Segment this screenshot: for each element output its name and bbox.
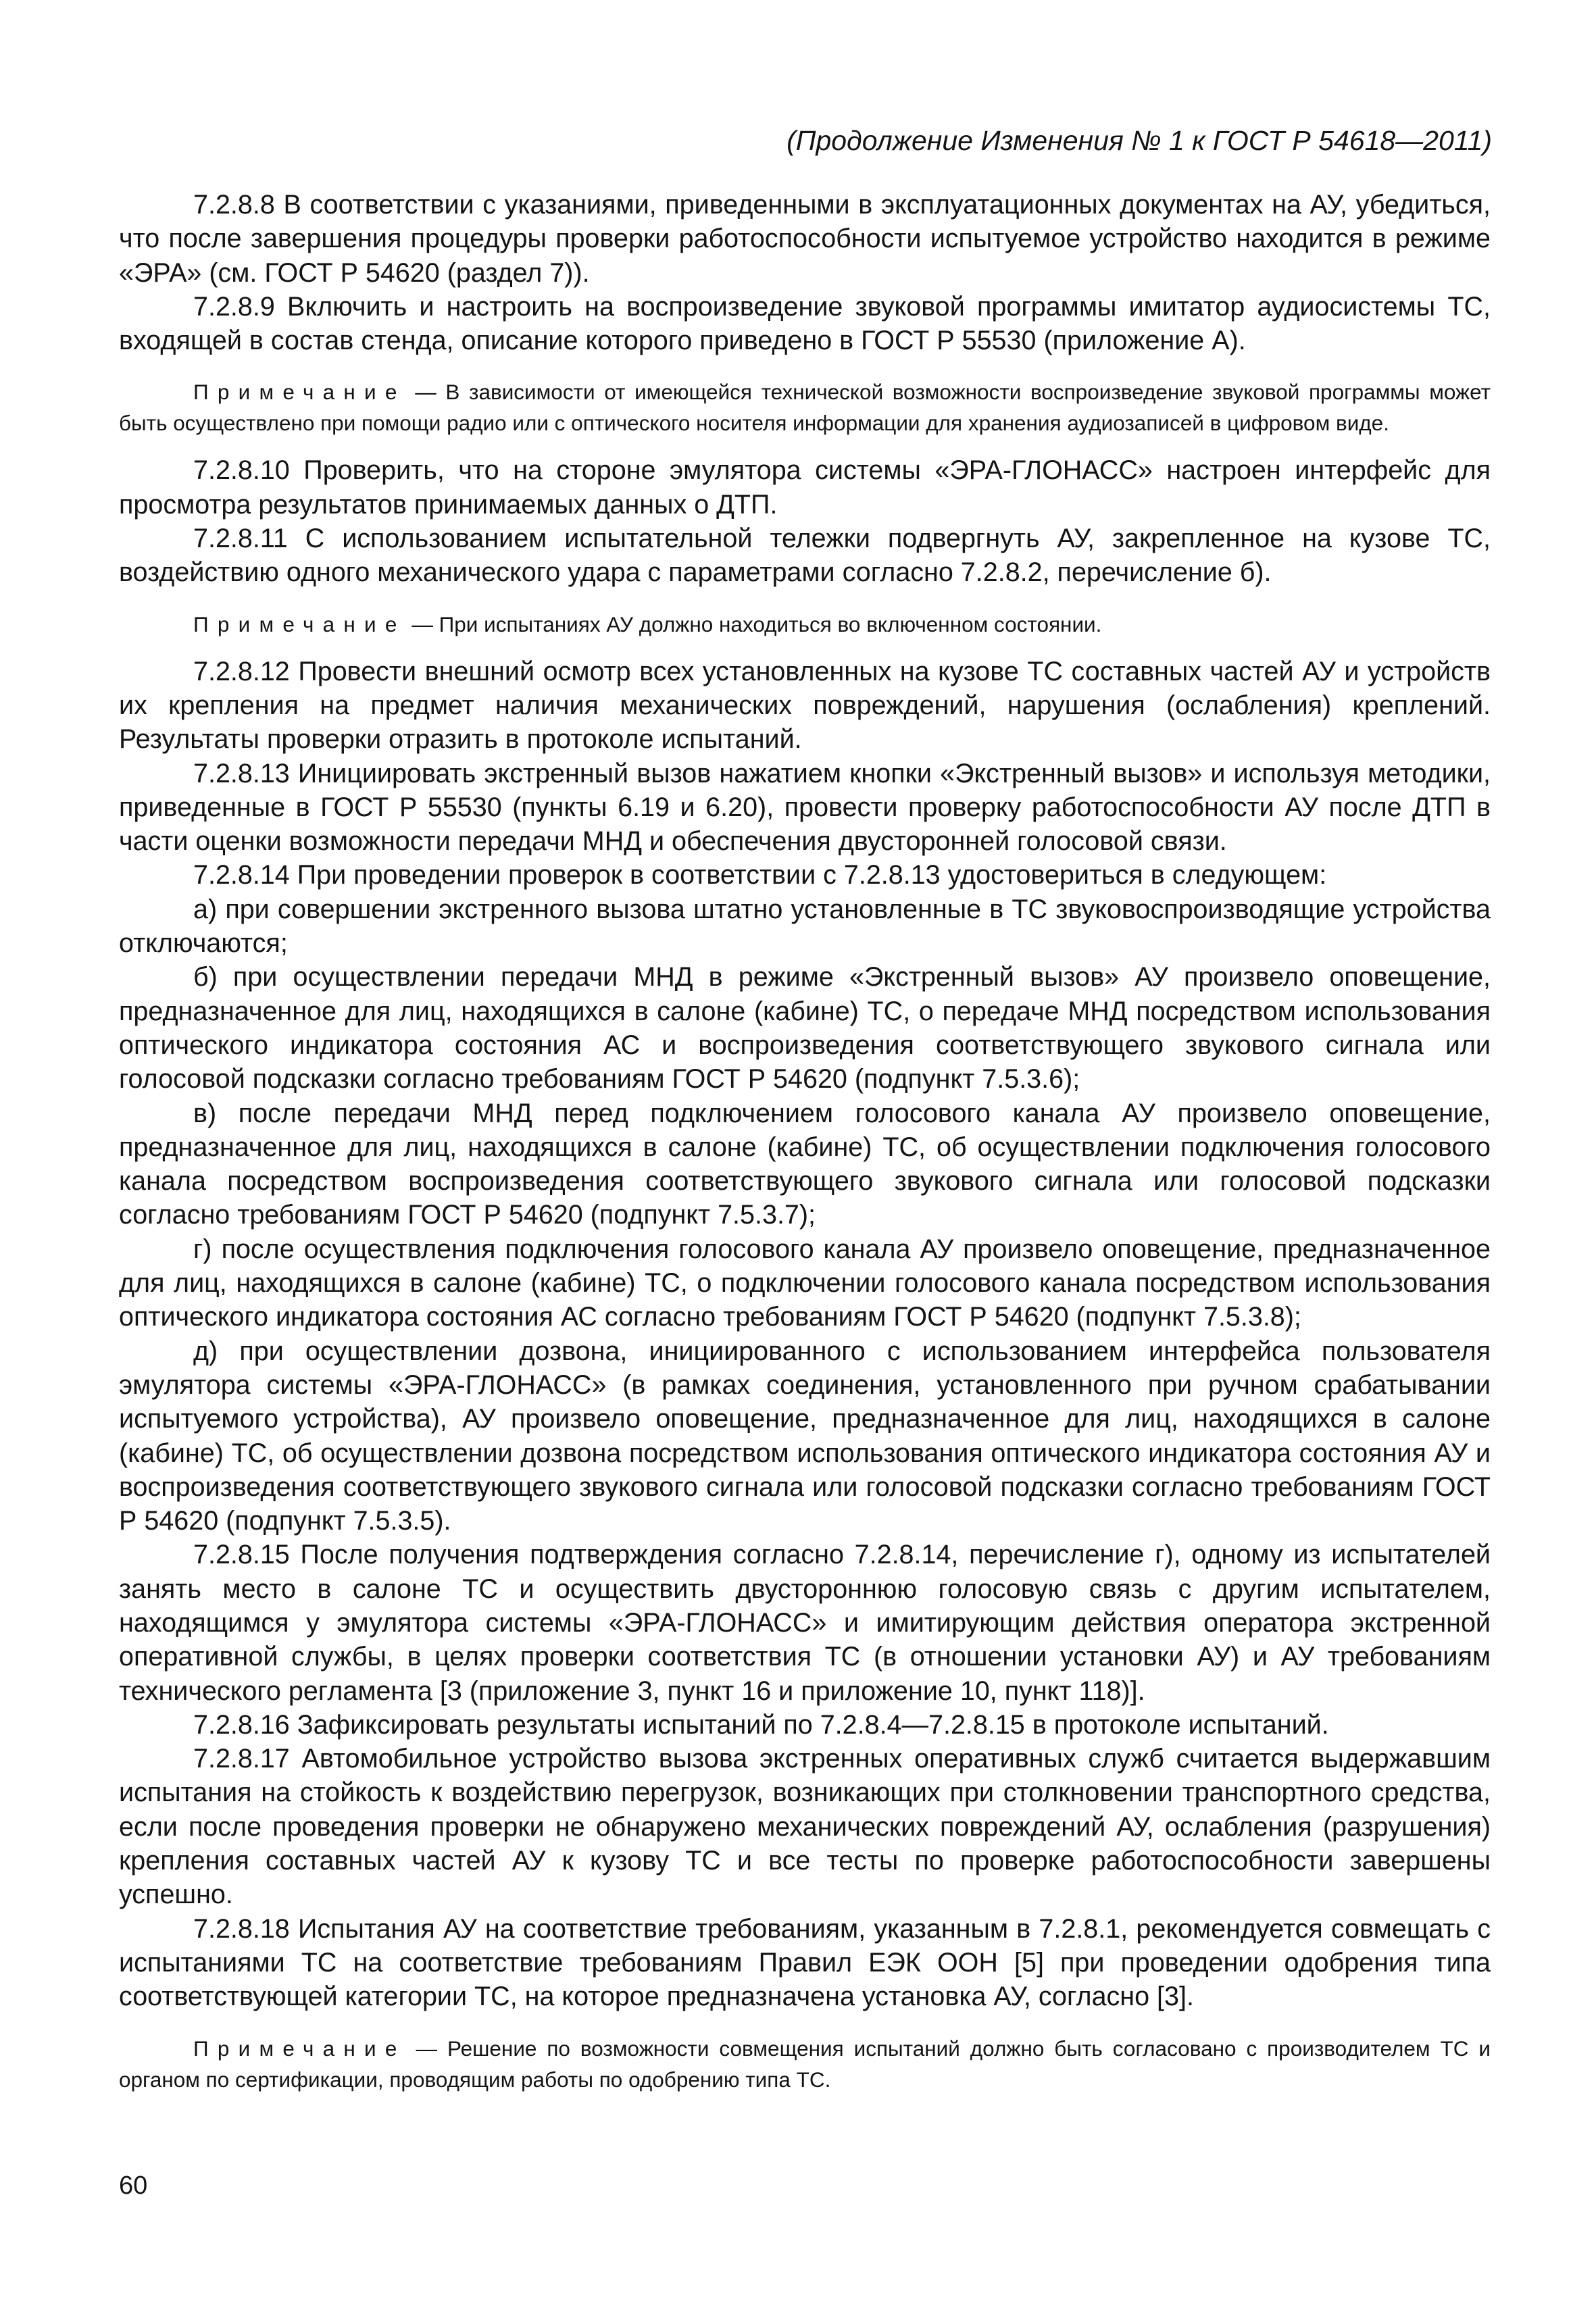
clause-7-2-8-16: 7.2.8.16 Зафиксировать результаты испытаний по 7.2.8.4—7.2.8.15 в протоколе испытаний. — [193, 1709, 1329, 1740]
page-number: 60 — [119, 2171, 148, 2200]
clause-7-2-8-9: 7.2.8.9 Включить и настроить на воспроизведение звуковой программы имитатор аудиосистемы ТС, входящей в состав стенда, описание которого приведено в ГОСТ Р 55530 (приложение А). — [119, 291, 1491, 356]
list-item-d: д) при осуществлении дозвона, инициированного с использованием интерфейса пользователя эмулятора системы «ЭРА-ГЛОНАСС» (в рамках соединения, установленного при ручном срабатывании испытуемого устройства), АУ произвело оповещение, предназначенное для лиц, находящихся в салоне (кабине) ТС, об осуществлении дозвона посредством использования оптического индикатора состояния АУ и воспроизведения соответствующего звукового сигнала или голосовой подсказки согласно требованиям ГОСТ Р 54620 (подпункт 7.5.3.5). — [119, 1336, 1491, 1536]
clause-7-2-8-13: 7.2.8.13 Инициировать экстренный вызов нажатием кнопки «Экстренный вызов» и используя методики, приведенные в ГОСТ Р 55530 (пункты 6.19 и 6.20), провести проверку работоспособности АУ после ДТП в части оценки возможности передачи МНД и обеспечения двусторонней голосовой связи. — [119, 758, 1491, 857]
note-3-text: — Решение по возможности совмещения испытаний должно быть согласовано с производителем ТС и органом по сертификации, проводящим работы по одобрению типа ТС. — [119, 2036, 1491, 2092]
clause-7-2-8-18: 7.2.8.18 Испытания АУ на соответствие требованиям, указанным в 7.2.8.1, рекомендуется совмещать с испытаниями ТС на соответствие требованиям Правил ЕЭК ООН [5] при проведении одобрения типа соответствующей категории ТС, на которое предназначена установка АУ, согласно [3]. — [119, 1913, 1491, 2012]
note-1 — [119, 376, 1491, 438]
list-item-g: г) после осуществления подключения голосового канала АУ произвело оповещение, предназначенное для лиц, находящихся в салоне (кабине) ТС, о подключении голосового канала посредством использования оптического индикатора состояния АС согласно требованиям ГОСТ Р 54620 (подпункт 7.5.3.8); — [119, 1234, 1491, 1332]
note-2-text: — При испытаниях АУ должно находиться во включенном состоянии. — [405, 611, 1102, 636]
list-item-a: а) при совершении экстренного вызова штатно установленные в ТС звуковоспроизводящие устройства отключаются; — [119, 894, 1491, 959]
clause-7-2-8-12: 7.2.8.12 Провести внешний осмотр всех установленных на кузове ТС составных частей АУ и устройств их крепления на предмет наличия механических повреждений, нарушения (ослабления) креплений. Результаты проверки отразить в протоколе испытаний. — [119, 656, 1491, 755]
list-item-b: б) при осуществлении передачи МНД в режиме «Экстренный вызов» АУ произвело оповещение, предназначенное для лиц, находящихся в салоне (кабине) ТС, о передаче МНД посредством использования оптического индикатора состояния АС и воспроизведения соответствующего звукового сигнала или голосовой подсказки согласно требованиям ГОСТ Р 54620 (подпункт 7.5.3.6); — [119, 962, 1491, 1095]
clause-7-2-8-17: 7.2.8.17 Автомобильное устройство вызова экстренных оперативных служб считается выдержавшим испытания на стойкость к воздействию перегрузок, возникающих при столкновении транспортного средства, если после проведения проверки не обнаружено механических повреждений АУ, ослабления (разрушения) крепления составных частей АУ к кузову ТС и все тесты по проверке работоспособности завершены успешно. — [119, 1744, 1491, 1910]
clause-7-2-8-11: 7.2.8.11 С использованием испытательной тележки подвергнуть АУ, закрепленное на кузове ТС, воздействию одного механического удара с параметрами согласно 7.2.8.2, перечисление б). — [119, 524, 1491, 588]
note-2 — [119, 609, 1491, 640]
note-1-text: — В зависимости от имеющейся технической возможности воспроизведение звуковой программы может быть осуществлено при помощи радио или с оптического носителя информации для хранения аудиозаписей в цифровом виде. — [119, 380, 1491, 436]
note-3 — [119, 2033, 1491, 2095]
note-label: Примечание — [193, 380, 406, 405]
clause-7-2-8-8: 7.2.8.8 В соответствии с указаниями, приведенными в эксплуатационных документах на АУ, убедиться, что после завершения процедуры проверки работоспособности испытуемое устройство находится в режиме «ЭРА» (см. ГОСТ Р 54620 (раздел 7)). — [119, 190, 1491, 288]
list-item-v: в) после передачи МНД перед подключением голосового канала АУ произвело оповещение, предназначенное для лиц, находящихся в салоне (кабине) ТС, об осуществлении подключения голосового канала посредством воспроизведения соответствующего звукового сигнала или голосовой подсказки согласно требованиям ГОСТ Р 54620 (подпункт 7.5.3.7); — [119, 1098, 1491, 1230]
note-label: Примечание — [193, 2036, 406, 2061]
running-header: (Продолжение Изменения № 1 к ГОСТ Р 54618—2011) — [787, 125, 1492, 156]
clause-7-2-8-15: 7.2.8.15 После получения подтверждения согласно 7.2.8.14, перечисление г), одному из испытателей занять место в салоне ТС и осуществить двустороннюю голосовую связь с другим испытателем, находящимся у эмулятора системы «ЭРА-ГЛОНАСС» и имитирующим действия оператора экстренной оперативной службы, в целях проверки соответствия ТС (в отношении установки АУ) и АУ требованиям технического регламента [3 (приложение 3, пункт 16 и приложение 10, пункт 118)]. — [119, 1540, 1491, 1706]
clause-7-2-8-14: 7.2.8.14 При проведении проверок в соответствии с 7.2.8.13 удостовериться в следующем: — [193, 860, 1327, 890]
clause-7-2-8-10: 7.2.8.10 Проверить, что на стороне эмулятора системы «ЭРА-ГЛОНАСС» настроен интерфейс для просмотра результатов принимаемых данных о ДТП. — [119, 455, 1491, 520]
document-body — [119, 188, 1491, 2110]
note-label: Примечание — [193, 611, 406, 636]
